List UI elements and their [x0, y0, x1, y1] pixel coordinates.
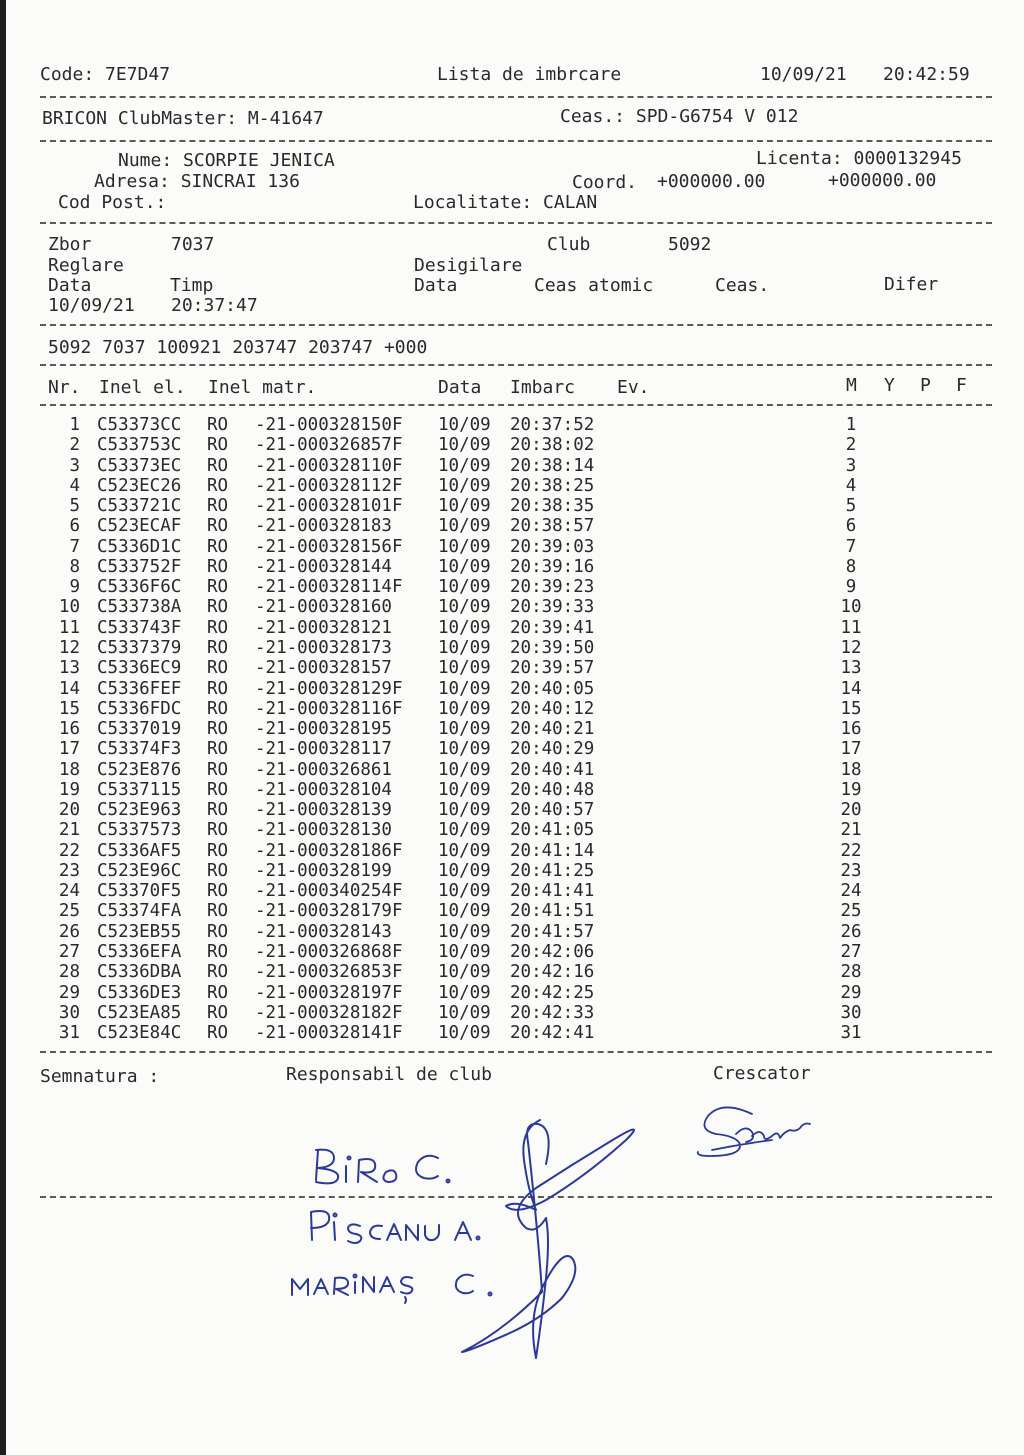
difference-label: Difer — [884, 274, 939, 295]
desigilare-label: Desigilare — [414, 255, 523, 276]
boarding-time: 20:39:33 — [510, 597, 595, 618]
boarding-time: 20:40:12 — [510, 698, 595, 719]
boarding-date: 10/09 — [438, 597, 491, 618]
boarding-date: 10/09 — [438, 921, 491, 942]
flight-label: Zbor — [48, 234, 92, 255]
boarding-time: 20:38:25 — [510, 475, 595, 496]
m-column-value: 1 — [845, 415, 857, 435]
electronic-ring: C5336FEF — [97, 678, 182, 699]
row-number: 11 — [58, 617, 80, 638]
boarding-time: 20:41:51 — [510, 901, 595, 922]
m-column-value: 22 — [840, 840, 862, 861]
m-column-value: 26 — [840, 921, 862, 942]
m-column-value: 30 — [840, 1002, 862, 1023]
electronic-ring: C533721C — [97, 496, 182, 517]
ring-country: RO — [207, 759, 229, 780]
electronic-ring: C53374FA — [97, 901, 182, 922]
row-number: 27 — [58, 942, 80, 963]
boarding-date: 10/09 — [438, 455, 491, 476]
electronic-ring: C533738A — [97, 597, 182, 618]
clock-id: Ceas.: SPD-G6754 V 012 — [560, 106, 799, 127]
print-time: 20:42:59 — [883, 64, 970, 85]
matriculation-ring: -21-000328101F — [255, 496, 403, 517]
boarding-date: 10/09 — [438, 840, 491, 861]
row-number: 9 — [69, 577, 80, 598]
boarding-time: 20:39:50 — [510, 637, 595, 658]
row-number: 24 — [58, 881, 80, 902]
ring-country: RO — [207, 982, 229, 1003]
ring-country: RO — [207, 800, 229, 821]
boarding-date: 10/09 — [438, 759, 491, 780]
matriculation-ring: -21-000328114F — [255, 577, 403, 598]
owner-locality: Localitate: CALAN — [413, 192, 598, 213]
boarding-date: 10/09 — [438, 658, 491, 679]
col-header-boarding: Imbarc — [510, 377, 576, 398]
row-number: 12 — [58, 637, 80, 658]
boarding-date: 10/09 — [438, 516, 491, 537]
electronic-ring: C5336EFA — [97, 942, 182, 963]
reglare-time: 20:37:47 — [171, 295, 258, 316]
m-column-value: 29 — [840, 982, 862, 1003]
col-header-f: F — [956, 375, 967, 396]
ring-country: RO — [207, 921, 229, 942]
row-number: 5 — [69, 496, 80, 517]
boarding-date: 10/09 — [438, 556, 491, 577]
boarding-date: 10/09 — [438, 1002, 491, 1023]
m-column-value: 21 — [840, 820, 862, 841]
ring-country: RO — [207, 658, 229, 679]
m-column-value: 13 — [840, 658, 862, 679]
electronic-ring: C53374F3 — [97, 739, 182, 760]
matriculation-ring: -21-000328139 — [255, 800, 392, 821]
boarding-time: 20:41:25 — [510, 860, 595, 881]
handwritten-name-biro — [316, 1150, 450, 1184]
m-column-value: 31 — [840, 1023, 862, 1044]
row-number: 6 — [69, 516, 80, 537]
ring-country: RO — [207, 415, 229, 435]
boarding-time: 20:42:25 — [510, 982, 595, 1003]
m-column-value: 10 — [840, 597, 862, 618]
boarding-time: 20:41:57 — [510, 921, 595, 942]
electronic-ring: C5336FDC — [97, 698, 182, 719]
row-number: 8 — [69, 556, 80, 577]
electronic-ring: C5336AF5 — [97, 840, 182, 861]
boarding-date: 10/09 — [438, 739, 491, 760]
matriculation-ring: -21-000328173 — [255, 637, 392, 658]
electronic-ring: C523EA85 — [97, 1002, 182, 1023]
boarding-date: 10/09 — [438, 536, 491, 557]
matriculation-ring: -21-000326857F — [255, 435, 403, 456]
ring-country: RO — [207, 698, 229, 719]
ring-country: RO — [207, 455, 229, 476]
boarding-date: 10/09 — [438, 982, 491, 1003]
boarding-date: 10/09 — [438, 820, 491, 841]
m-column-value: 2 — [845, 435, 857, 456]
matriculation-ring: -21-000328104 — [255, 779, 392, 800]
handwritten-name-piscanu — [311, 1211, 480, 1243]
ring-country: RO — [207, 516, 229, 537]
boarding-time: 20:40:48 — [510, 779, 595, 800]
boarding-date: 10/09 — [438, 496, 491, 517]
breeder-label: Crescator — [713, 1063, 811, 1084]
clock-label: Ceas. — [715, 275, 770, 296]
ring-country: RO — [207, 901, 229, 922]
boarding-date: 10/09 — [438, 1023, 491, 1044]
row-number: 10 — [58, 597, 80, 618]
col-header-nr: Nr. — [48, 377, 81, 398]
ring-country: RO — [207, 1002, 229, 1023]
ring-country: RO — [207, 779, 229, 800]
coord-latitude: +000000.00 — [657, 171, 766, 192]
matriculation-ring: -21-000328110F — [255, 455, 403, 476]
boarding-time: 20:38:35 — [510, 496, 595, 517]
boarding-time: 20:39:41 — [510, 617, 595, 638]
m-column-value: 24 — [840, 881, 862, 902]
boarding-time: 20:37:52 — [510, 415, 595, 435]
desigilare-data-label: Data — [414, 275, 458, 296]
col-header-event: Ev. — [617, 377, 650, 398]
boarding-date: 10/09 — [438, 901, 491, 922]
boarding-time: 20:38:14 — [510, 455, 595, 476]
document-code: Code: 7E7D47 — [40, 64, 171, 85]
m-column-value: 4 — [845, 475, 857, 496]
m-column-value: 17 — [840, 739, 862, 760]
boarding-time: 20:41:41 — [510, 881, 595, 902]
club-label: Club — [547, 234, 591, 255]
electronic-ring: C523E963 — [97, 800, 182, 821]
boarding-time: 20:40:21 — [510, 719, 595, 740]
row-number: 30 — [58, 1002, 80, 1023]
row-number: 15 — [58, 698, 80, 719]
col-header-p: P — [920, 375, 931, 396]
boarding-time: 20:40:29 — [510, 739, 595, 760]
m-column-value: 18 — [840, 759, 862, 780]
ring-country: RO — [207, 597, 229, 618]
owner-address: Adresa: SINCRAI 136 — [94, 171, 300, 192]
electronic-ring: C5336D1C — [97, 536, 182, 557]
atomic-clock-label: Ceas atomic — [534, 275, 654, 296]
boarding-time: 20:38:57 — [510, 516, 595, 537]
row-number: 18 — [58, 759, 80, 780]
matriculation-ring: -21-000328183 — [255, 516, 392, 537]
club-responsible-signature — [462, 1120, 634, 1358]
handwritten-name-marinas — [292, 1275, 492, 1304]
boarding-date: 10/09 — [438, 577, 491, 598]
ring-country: RO — [207, 840, 229, 861]
col-header-ring-matriculation: Inel matr. — [208, 377, 317, 398]
flight-summary: 5092 7037 100921 203747 203747 +000 — [48, 337, 428, 358]
matriculation-ring: -21-000328150F — [255, 415, 403, 435]
ring-country: RO — [207, 942, 229, 963]
reglare-label: Reglare — [48, 255, 124, 276]
m-column-value: 20 — [840, 800, 862, 821]
boarding-time: 20:41:05 — [510, 820, 595, 841]
m-column-value: 28 — [840, 962, 862, 983]
boarding-date: 10/09 — [438, 942, 491, 963]
boarding-date: 10/09 — [438, 698, 491, 719]
m-column-value: 6 — [845, 516, 857, 537]
matriculation-ring: -21-000328121 — [255, 617, 392, 638]
row-number: 17 — [58, 739, 80, 760]
electronic-ring: C523EC26 — [97, 475, 182, 496]
boarding-date: 10/09 — [438, 617, 491, 638]
electronic-ring: C533752F — [97, 556, 182, 577]
electronic-ring: C523EB55 — [97, 921, 182, 942]
matriculation-ring: -21-000328182F — [255, 1002, 403, 1023]
electronic-ring: C533753C — [97, 435, 182, 456]
electronic-ring: C53373CC — [97, 415, 182, 435]
ring-country: RO — [207, 962, 229, 983]
ring-country: RO — [207, 617, 229, 638]
electronic-ring: C5336DBA — [97, 962, 182, 983]
matriculation-ring: -21-000328116F — [255, 698, 403, 719]
boarding-date: 10/09 — [438, 415, 491, 435]
boarding-time: 20:39:57 — [510, 658, 595, 679]
electronic-ring: C53373EC — [97, 455, 182, 476]
electronic-ring: C5337573 — [97, 820, 182, 841]
matriculation-ring: -21-000328160 — [255, 597, 392, 618]
matriculation-ring: -21-000328197F — [255, 982, 403, 1003]
row-number: 2 — [69, 435, 80, 456]
m-column-value: 23 — [840, 860, 862, 881]
m-column-value: 14 — [840, 678, 862, 699]
m-column-value: 9 — [845, 577, 857, 598]
electronic-ring: C5336DE3 — [97, 982, 182, 1003]
data-label: Data — [48, 275, 92, 296]
m-column-value: 3 — [845, 455, 857, 476]
electronic-ring: C5337115 — [97, 779, 182, 800]
row-number: 20 — [58, 800, 80, 821]
electronic-ring: C5336F6C — [97, 577, 182, 598]
boarding-time: 20:42:16 — [510, 962, 595, 983]
ring-country: RO — [207, 820, 229, 841]
matriculation-ring: -21-000328112F — [255, 475, 403, 496]
row-number: 4 — [69, 475, 80, 496]
col-header-ring-electronic: Inel el. — [99, 377, 186, 398]
row-number: 7 — [69, 536, 80, 557]
matriculation-ring: -21-000328141F — [255, 1023, 403, 1044]
boarding-time: 20:40:57 — [510, 800, 595, 821]
electronic-ring: C5336EC9 — [97, 658, 182, 679]
electronic-ring: C523E84C — [97, 1023, 182, 1044]
boarding-time: 20:39:23 — [510, 577, 595, 598]
row-number: 3 — [69, 455, 80, 476]
matriculation-ring: -21-000328199 — [255, 860, 392, 881]
m-column-value: 15 — [840, 698, 862, 719]
ring-country: RO — [207, 475, 229, 496]
electronic-ring: C5337019 — [97, 719, 182, 740]
col-header-date: Data — [438, 377, 482, 398]
matriculation-ring: -21-000328129F — [255, 678, 403, 699]
ring-country: RO — [207, 556, 229, 577]
clubmaster-id: BRICON ClubMaster: M-41647 — [42, 108, 324, 129]
ring-country: RO — [207, 860, 229, 881]
flight-number: 7037 — [171, 234, 215, 255]
boarding-date: 10/09 — [438, 435, 491, 456]
row-number: 22 — [58, 840, 80, 861]
ring-country: RO — [207, 577, 229, 598]
row-number: 28 — [58, 962, 80, 983]
matriculation-ring: -21-000340254F — [255, 881, 403, 902]
boarding-date: 10/09 — [438, 719, 491, 740]
boarding-time: 20:41:14 — [510, 840, 595, 861]
ring-country: RO — [207, 678, 229, 699]
electronic-ring: C523E96C — [97, 860, 182, 881]
row-number: 21 — [58, 820, 80, 841]
boarding-time: 20:40:05 — [510, 678, 595, 699]
coord-longitude: +000000.00 — [828, 170, 937, 191]
matriculation-ring: -21-000328195 — [255, 719, 392, 740]
electronic-ring: C523E876 — [97, 759, 182, 780]
boarding-date: 10/09 — [438, 860, 491, 881]
matriculation-ring: -21-000326868F — [255, 942, 403, 963]
m-column-value: 7 — [845, 536, 857, 557]
row-number: 25 — [58, 901, 80, 922]
row-number: 31 — [58, 1023, 80, 1044]
boarding-time: 20:39:16 — [510, 556, 595, 577]
boarding-date: 10/09 — [438, 637, 491, 658]
row-number: 19 — [58, 779, 80, 800]
boarding-date: 10/09 — [438, 779, 491, 800]
row-number: 1 — [69, 415, 80, 435]
col-header-y: Y — [884, 375, 895, 396]
ring-country: RO — [207, 739, 229, 760]
row-number: 23 — [58, 860, 80, 881]
row-number: 16 — [58, 719, 80, 740]
boarding-time: 20:42:33 — [510, 1002, 595, 1023]
row-number: 29 — [58, 982, 80, 1003]
boarding-date: 10/09 — [438, 800, 491, 821]
ring-country: RO — [207, 637, 229, 658]
boarding-date: 10/09 — [438, 881, 491, 902]
club-responsible-label: Responsabil de club — [286, 1064, 492, 1085]
m-column-value: 12 — [840, 637, 862, 658]
m-column-value: 5 — [845, 496, 857, 517]
matriculation-ring: -21-000328157 — [255, 658, 392, 679]
boarding-time: 20:42:41 — [510, 1023, 595, 1044]
boarding-time: 20:40:41 — [510, 759, 595, 780]
m-column-value: 25 — [840, 901, 862, 922]
col-header-m: M — [846, 375, 857, 396]
electronic-ring: C533743F — [97, 617, 182, 638]
ring-country: RO — [207, 719, 229, 740]
m-column-value: 19 — [840, 779, 862, 800]
boarding-date: 10/09 — [438, 962, 491, 983]
ring-country: RO — [207, 881, 229, 902]
ring-country: RO — [207, 1023, 229, 1044]
print-date: 10/09/21 — [760, 64, 847, 85]
row-number: 26 — [58, 921, 80, 942]
owner-licence: Licenta: 0000132945 — [756, 148, 962, 169]
electronic-ring: C523ECAF — [97, 516, 182, 537]
matriculation-ring: -21-000328179F — [255, 901, 403, 922]
matriculation-ring: -21-000328186F — [255, 840, 403, 861]
club-number: 5092 — [668, 234, 712, 255]
coord-label: Coord. — [572, 172, 638, 193]
boarding-time: 20:38:02 — [510, 435, 595, 456]
boarding-date: 10/09 — [438, 475, 491, 496]
boarding-time: 20:42:06 — [510, 942, 595, 963]
ring-country: RO — [207, 435, 229, 456]
matriculation-ring: -21-000328117 — [255, 739, 392, 760]
m-column-value: 16 — [840, 719, 862, 740]
boarding-date: 10/09 — [438, 678, 491, 699]
ring-country: RO — [207, 496, 229, 517]
m-column-value: 8 — [845, 556, 857, 577]
ring-country: RO — [207, 536, 229, 557]
breeder-signature — [698, 1107, 810, 1156]
m-column-value: 11 — [840, 617, 862, 638]
matriculation-ring: -21-000328144 — [255, 556, 392, 577]
m-column-value: 27 — [840, 942, 862, 963]
signature-label: Semnatura : — [40, 1066, 160, 1087]
electronic-ring: C5337379 — [97, 637, 182, 658]
matriculation-ring: -21-000328156F — [255, 536, 403, 557]
matriculation-ring: -21-000328130 — [255, 820, 392, 841]
electronic-ring: C53370F5 — [97, 881, 182, 902]
document-title: Lista de imbrcare — [437, 64, 622, 85]
owner-name: Nume: SCORPIE JENICA — [118, 150, 335, 171]
row-number: 13 — [58, 658, 80, 679]
row-number: 14 — [58, 678, 80, 699]
matriculation-ring: -21-000326853F — [255, 962, 403, 983]
postal-code-label: Cod Post.: — [58, 192, 167, 213]
timp-label: Timp — [170, 275, 214, 296]
reglare-date: 10/09/21 — [48, 295, 135, 316]
matriculation-ring: -21-000326861 — [255, 759, 392, 780]
boarding-time: 20:39:03 — [510, 536, 595, 557]
matriculation-ring: -21-000328143 — [255, 921, 392, 942]
